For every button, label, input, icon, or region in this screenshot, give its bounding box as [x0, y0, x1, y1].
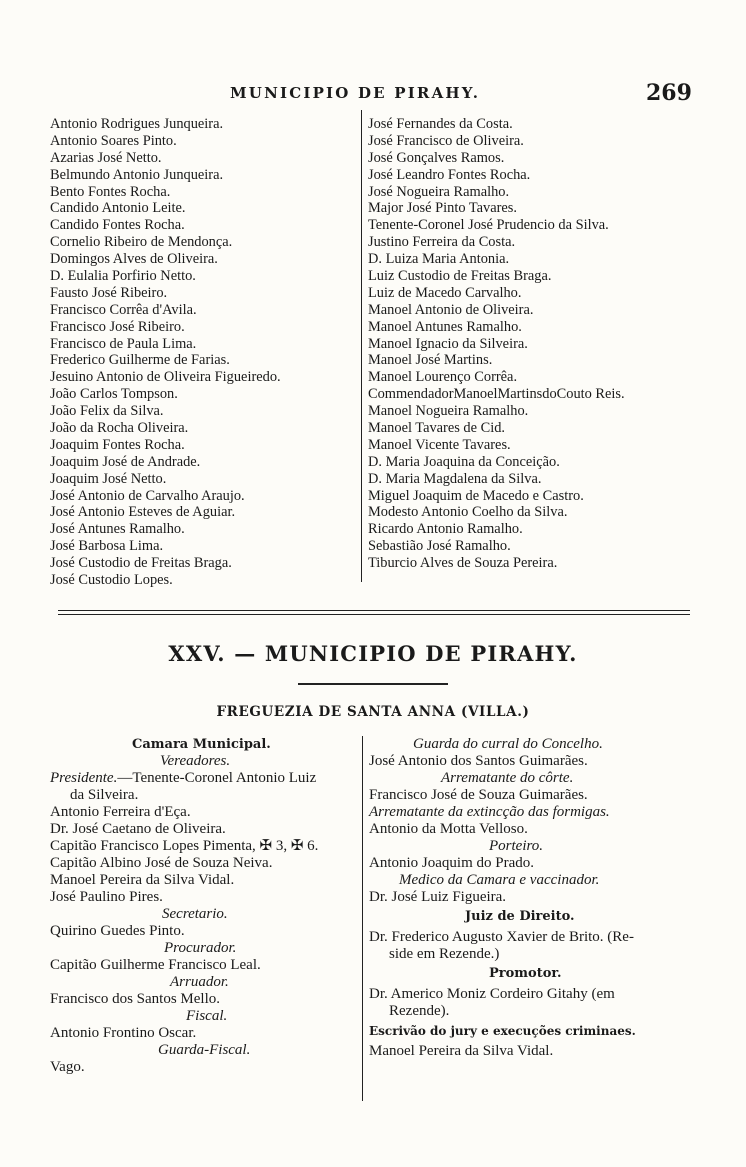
name-list-item: Azarias José Netto. — [50, 149, 162, 166]
name-list-item: Bento Fontes Rocha. — [50, 183, 171, 200]
name-list-item: José Barbosa Lima. — [50, 538, 164, 555]
name-list-item: Antonio Rodrigues Junqueira. — [50, 116, 224, 132]
name-list-item: Luiz de Macedo Carvalho. — [368, 284, 522, 301]
arruador-name: Francisco dos Santos Mello. — [50, 991, 220, 1007]
double-rule-upper — [58, 610, 690, 611]
name-list-item: Candido Fontes Rocha. — [50, 217, 185, 234]
name-list-item: Tenente-Coronel José Prudencio da Silva. — [368, 217, 609, 234]
camara-heading: Camara Municipal. — [132, 737, 271, 752]
presidente-label: Presidente. — [50, 770, 118, 786]
escrivao-label: Escrivão do jury e execuções criminaes. — [369, 1024, 636, 1038]
name-list-item: Joaquim Fontes Rocha. — [50, 436, 185, 453]
fiscal-name: Antonio Frontino Oscar. — [50, 1025, 197, 1041]
name-list-item: Frederico Guilherme de Farias. — [50, 352, 230, 369]
vereador-item: Dr. José Caetano de Oliveira. — [50, 821, 226, 837]
name-list-item: Francisco Corrêa d'Avila. — [50, 301, 197, 318]
medico-label: Medico da Camara e vaccinador. — [399, 872, 600, 888]
presidente-name-cont: da Silveira. — [70, 787, 139, 803]
name-list-item: Joaquim José Netto. — [50, 470, 167, 487]
porteiro-name: Antonio Joaquim do Prado. — [369, 855, 534, 871]
name-list-item: Cornelio Ribeiro de Mendonça. — [50, 234, 233, 251]
section-rule — [298, 683, 448, 685]
name-list-item: Fausto José Ribeiro. — [50, 284, 168, 301]
section-title: XXV. — MUNICIPIO DE PIRAHY. — [168, 641, 578, 666]
running-head-title: MUNICIPIO DE PIRAHY. — [230, 84, 481, 102]
juiz-name-cont: side em Rezende.) — [389, 946, 500, 962]
name-list-item: Domingos Alves de Oliveira. — [50, 251, 218, 268]
guarda-curral-name: José Antonio dos Santos Guimarães. — [369, 753, 588, 769]
name-list-item: Manoel Antonio de Oliveira. — [368, 301, 534, 318]
secretario-label: Secretario. — [162, 906, 228, 922]
medico-name: Dr. José Luiz Figueira. — [369, 889, 507, 905]
name-list-item: Manoel Ignacio da Silveira. — [368, 335, 528, 352]
escrivao-name: Manoel Pereira da Silva Vidal. — [369, 1043, 554, 1059]
name-list-item: João Carlos Tompson. — [50, 386, 178, 403]
name-list-item: Manoel Tavares de Cid. — [368, 420, 505, 437]
name-list-item: Major José Pinto Tavares. — [368, 200, 518, 217]
porteiro-label: Porteiro. — [489, 838, 544, 854]
fiscal-label: Fiscal. — [186, 1008, 228, 1024]
name-list-item: José Nogueira Ramalho. — [368, 183, 510, 200]
name-list-item: D. Luiza Maria Antonia. — [368, 251, 510, 268]
vereador-item: José Paulino Pires. — [50, 889, 163, 905]
parish-title: FREGUEZIA DE SANTA ANNA (VILLA.) — [216, 704, 530, 720]
name-list-item: Francisco José Ribeiro. — [50, 318, 185, 335]
name-list-item: José Antonio de Carvalho Araujo. — [50, 487, 245, 504]
vereador-item: Manoel Pereira da Silva Vidal. — [50, 872, 235, 888]
name-list-item: José Fernandes da Costa. — [368, 116, 513, 132]
vereador-item: Capitão Francisco Lopes Pimenta, ✠ 3, ✠ 6. — [50, 838, 319, 854]
name-list-item: Justino Ferreira da Costa. — [368, 234, 516, 251]
name-list-item: Miguel Joaquim de Macedo e Castro. — [368, 487, 584, 504]
name-list-item: João da Rocha Oliveira. — [50, 420, 189, 437]
promotor-name: Dr. Americo Moniz Cordeiro Gitahy (em — [369, 986, 615, 1002]
promotor-name-cont: Rezende). — [389, 1003, 450, 1019]
name-list-item: José Custodio Lopes. — [50, 572, 173, 589]
name-list-item: José Antunes Ramalho. — [50, 521, 185, 538]
page-number: 269 — [646, 80, 692, 106]
name-list-item: Francisco de Paula Lima. — [50, 335, 197, 352]
name-list-item: D. Maria Magdalena da Silva. — [368, 470, 542, 487]
arruador-label: Arruador. — [170, 974, 229, 990]
presidente-name: —Tenente-Coronel Antonio Luiz — [117, 770, 317, 786]
guarda-fiscal-name: Vago. — [50, 1059, 85, 1075]
name-list-item: D. Maria Joaquina da Conceição. — [368, 453, 560, 470]
offices-column — [369, 736, 689, 1060]
procurador-name: Capitão Guilherme Francisco Leal. — [50, 957, 261, 973]
name-list-item: João Felix da Silva. — [50, 403, 164, 420]
name-list-item: CommendadorManoelMartinsdoCouto Reis. — [368, 386, 625, 403]
presidente-line — [50, 770, 360, 787]
guarda-curral-label: Guarda do curral do Concelho. — [413, 736, 603, 752]
name-list-item: Manoel Lourenço Corrêa. — [368, 369, 518, 386]
name-list-item: Manoel Vicente Tavares. — [368, 436, 511, 453]
name-list-item: Ricardo Antonio Ramalho. — [368, 521, 523, 538]
name-list-item: Belmundo Antonio Junqueira. — [50, 166, 224, 183]
top-list-right — [368, 116, 688, 572]
name-list-item: Jesuino Antonio de Oliveira Figueiredo. — [50, 369, 281, 386]
vereadores-label: Vereadores. — [160, 753, 231, 769]
juiz-label: Juiz de Direito. — [465, 909, 575, 924]
name-list-item: D. Eulalia Porfirio Netto. — [50, 268, 196, 285]
vereador-item: Antonio Ferreira d'Eça. — [50, 804, 191, 820]
procurador-label: Procurador. — [164, 940, 237, 956]
promotor-label: Promotor. — [489, 966, 562, 981]
name-list-item: José Leandro Fontes Rocha. — [368, 166, 531, 183]
top-list-left — [50, 116, 355, 589]
name-list-item: Antonio Soares Pinto. — [50, 132, 177, 149]
name-list-item: Manoel Antunes Ramalho. — [368, 318, 522, 335]
name-list-item: José Custodio de Freitas Braga. — [50, 555, 232, 572]
arrematante-formigas-label: Arrematante da extincção das formigas. — [369, 804, 610, 820]
name-list-item: Luiz Custodio de Freitas Braga. — [368, 268, 552, 285]
double-rule-lower — [58, 614, 690, 615]
name-list-item: Manoel José Martins. — [368, 352, 493, 369]
arrematante-formigas-name: Antonio da Motta Velloso. — [369, 821, 528, 837]
name-list-item: Tiburcio Alves de Souza Pereira. — [368, 555, 558, 572]
arrematante-corte-label: Arrematante do côrte. — [441, 770, 574, 786]
vereador-item: Capitão Albino José de Souza Neiva. — [50, 855, 273, 871]
camara-column — [50, 736, 360, 1076]
guarda-fiscal-label: Guarda-Fiscal. — [158, 1042, 251, 1058]
name-list-item: Sebastião José Ramalho. — [368, 538, 511, 555]
juiz-name: Dr. Frederico Augusto Xavier de Brito. (Re- — [369, 929, 634, 945]
secretario-name: Quirino Guedes Pinto. — [50, 923, 185, 939]
column-divider-bottom — [362, 736, 363, 1101]
column-divider-top — [361, 110, 362, 582]
name-list-item: José Gonçalves Ramos. — [368, 149, 505, 166]
name-list-item: Manoel Nogueira Ramalho. — [368, 403, 529, 420]
name-list-item: José Antonio Esteves de Aguiar. — [50, 504, 236, 521]
name-list-item: Joaquim José de Andrade. — [50, 453, 201, 470]
name-list-item: Candido Antonio Leite. — [50, 200, 186, 217]
name-list-item: Modesto Antonio Coelho da Silva. — [368, 504, 568, 521]
arrematante-corte-name: Francisco José de Souza Guimarães. — [369, 787, 588, 803]
name-list-item: José Francisco de Oliveira. — [368, 132, 524, 149]
